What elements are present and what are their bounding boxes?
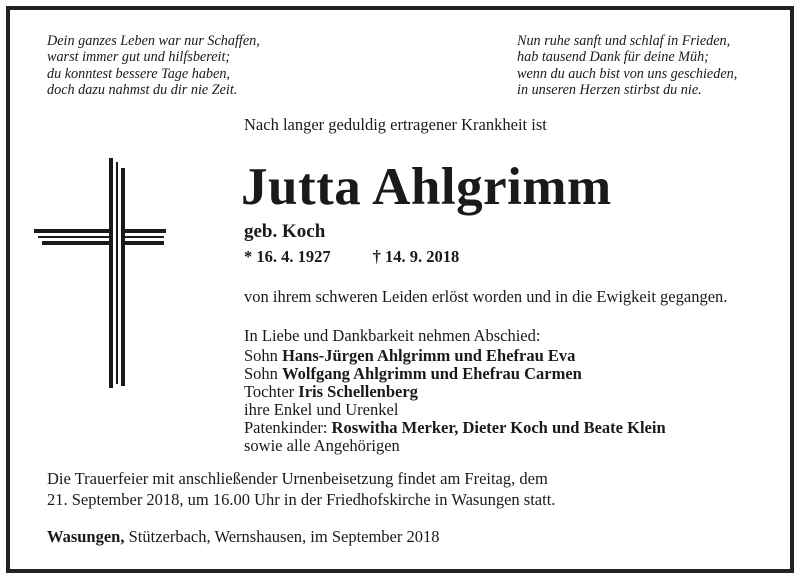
mourner-line (244, 365, 666, 383)
mourner-relation: Sohn (244, 346, 283, 365)
mourner-names: Hans-Jürgen Ahlgrimm und Ehefrau Eva (282, 346, 576, 365)
farewell-text: In Liebe und Dankbarkeit nehmen Abschied: (244, 326, 541, 345)
verse-right (517, 33, 737, 99)
funeral-info (47, 468, 555, 510)
funeral-line: 21. September 2018, um 16.00 Uhr in der Friedhofskirche in Wasungen statt. (47, 490, 556, 509)
deceased-name: Jutta Ahlgrimm (241, 158, 612, 216)
mourner-relation: ihre Enkel und Urenkel (244, 400, 399, 419)
mourner-line (244, 347, 666, 365)
mourner-relation: Tochter (244, 382, 299, 401)
mourner-relation: Patenkinder: (244, 418, 332, 437)
mourner-relation: sowie alle Angehörigen (244, 436, 400, 455)
mourner-line (244, 383, 666, 401)
mourner-line (244, 419, 666, 437)
verse-line: Dein ganzes Leben war nur Schaffen, (47, 33, 260, 49)
verse-left (47, 33, 260, 99)
verse-line: warst immer gut und hilfsbereit; (47, 49, 231, 66)
cross-icon (32, 158, 168, 388)
death-date: † 14. 9. 2018 (372, 247, 460, 266)
verse-line: hab tausend Dank für deine Müh; (517, 49, 709, 66)
mourner-names: Roswitha Merker, Dieter Koch und Beate Klein (331, 418, 666, 437)
released-text: von ihrem schweren Leiden erlöst worden und in die Ewigkeit gegangen. (244, 287, 728, 306)
mourner-relation: Sohn (244, 364, 283, 383)
birth-name: geb. Koch (244, 221, 326, 242)
verse-line: du konntest bessere Tage haben, (47, 65, 230, 82)
verse-line: wenn du auch bist von uns geschieden, (517, 65, 738, 82)
birth-date: * 16. 4. 1927 (244, 247, 331, 266)
place-date (47, 527, 440, 547)
place-rest: Stützerbach, Wernshausen, im September 2018 (124, 527, 440, 546)
verse-line: in unseren Herzen stirbst du nie. (517, 82, 702, 99)
verse-line: Nun ruhe sanft und schlaf in Frieden, (517, 33, 731, 49)
funeral-line: Die Trauerfeier mit anschließender Urnenbeisetzung findet am Freitag, dem (47, 469, 548, 488)
place-town: Wasungen, (47, 527, 125, 546)
intro-text: Nach langer geduldig ertragener Krankheit ist (244, 115, 547, 134)
life-dates (244, 247, 459, 267)
mourner-names: Iris Schellenberg (298, 382, 418, 401)
mourner-names: Wolfgang Ahlgrimm und Ehefrau Carmen (282, 364, 582, 383)
mourner-line (244, 437, 666, 455)
verse-line: doch dazu nahmst du dir nie Zeit. (47, 82, 238, 99)
mourners-list (244, 347, 666, 455)
mourner-line (244, 401, 666, 419)
